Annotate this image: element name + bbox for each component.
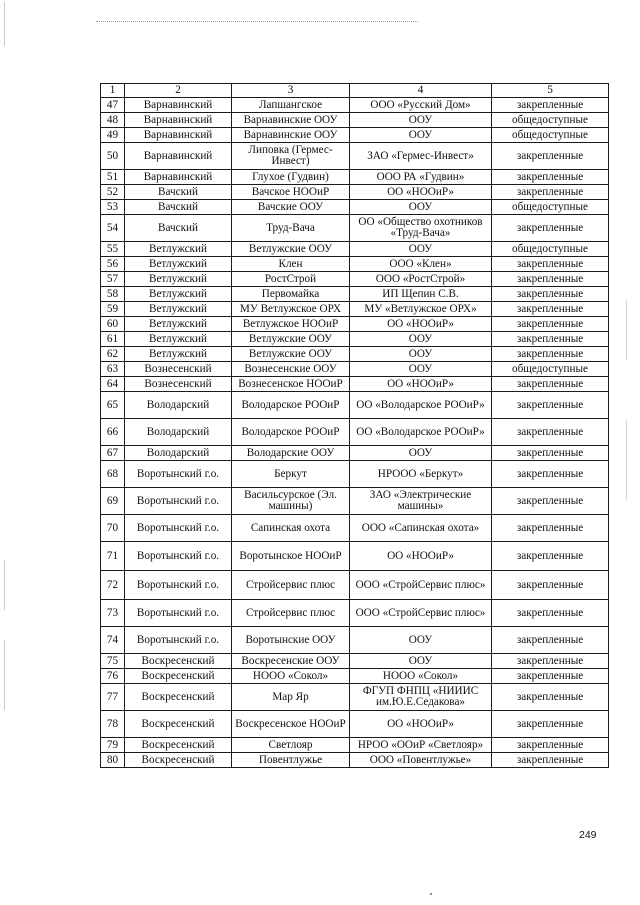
district-cell: Ветлужский xyxy=(125,257,232,272)
row-number-cell: 61 xyxy=(101,332,125,347)
row-number-cell: 73 xyxy=(101,600,125,627)
registry-table xyxy=(100,83,609,768)
hunting-ground-cell: Ветлужские ООУ xyxy=(232,347,350,362)
header-cell-4: 4 xyxy=(350,84,492,98)
district-cell: Ветлужский xyxy=(125,317,232,332)
row-number-cell: 49 xyxy=(101,128,125,143)
table-row xyxy=(101,738,609,753)
hunting-ground-cell: Труд-Вача xyxy=(232,215,350,242)
header-cell-5: 5 xyxy=(492,84,609,98)
hunting-ground-cell: Беркут xyxy=(232,461,350,488)
hunting-ground-cell: Васильсурское (Эл. машины) xyxy=(232,488,350,515)
table-row xyxy=(101,128,609,143)
category-cell: закрепленные xyxy=(492,684,609,711)
district-cell: Вачский xyxy=(125,200,232,215)
user-org-cell: НРООО «Беркут» xyxy=(350,461,492,488)
table-row xyxy=(101,242,609,257)
hunting-ground-cell: Повентлужье xyxy=(232,753,350,768)
user-org-cell: ОО «Володарское РООиР» xyxy=(350,419,492,446)
row-number-cell: 54 xyxy=(101,215,125,242)
row-number-cell: 48 xyxy=(101,113,125,128)
row-number-cell: 62 xyxy=(101,347,125,362)
district-cell: Воротынский г.о. xyxy=(125,627,232,654)
row-number-cell: 71 xyxy=(101,542,125,571)
category-cell: общедоступные xyxy=(492,113,609,128)
district-cell: Ветлужский xyxy=(125,347,232,362)
header-row xyxy=(101,84,609,98)
user-org-cell: ООУ xyxy=(350,446,492,461)
district-cell: Ветлужский xyxy=(125,272,232,287)
district-cell: Воротынский г.о. xyxy=(125,488,232,515)
district-cell: Вознесенский xyxy=(125,362,232,377)
table-row xyxy=(101,684,609,711)
user-org-cell: ОО «НООиР» xyxy=(350,711,492,738)
table-row xyxy=(101,446,609,461)
hunting-ground-cell: Воротынские ООУ xyxy=(232,627,350,654)
hunting-ground-cell: Воротынское НООиР xyxy=(232,542,350,571)
table-row xyxy=(101,362,609,377)
category-cell: общедоступные xyxy=(492,128,609,143)
hunting-ground-cell: Стройсервис плюс xyxy=(232,600,350,627)
row-number-cell: 80 xyxy=(101,753,125,768)
hunting-ground-cell: Первомайка xyxy=(232,287,350,302)
table-row xyxy=(101,317,609,332)
table-row xyxy=(101,347,609,362)
row-number-cell: 72 xyxy=(101,571,125,600)
category-cell: закрепленные xyxy=(492,571,609,600)
district-cell: Воскресенский xyxy=(125,711,232,738)
row-number-cell: 65 xyxy=(101,392,125,419)
category-cell: закрепленные xyxy=(492,347,609,362)
table-row xyxy=(101,515,609,542)
table-row xyxy=(101,257,609,272)
row-number-cell: 59 xyxy=(101,302,125,317)
category-cell: закрепленные xyxy=(492,287,609,302)
table-row xyxy=(101,571,609,600)
category-cell: закрепленные xyxy=(492,332,609,347)
row-number-cell: 60 xyxy=(101,317,125,332)
district-cell: Ветлужский xyxy=(125,242,232,257)
user-org-cell: ОО «Володарское РООиР» xyxy=(350,392,492,419)
header-cell-3: 3 xyxy=(232,84,350,98)
table-row xyxy=(101,488,609,515)
category-cell: закрепленные xyxy=(492,392,609,419)
hunting-ground-cell: Светлояр xyxy=(232,738,350,753)
row-number-cell: 50 xyxy=(101,143,125,170)
hunting-ground-cell: НООО «Сокол» xyxy=(232,669,350,684)
category-cell: закрепленные xyxy=(492,446,609,461)
category-cell: закрепленные xyxy=(492,272,609,287)
user-org-cell: ООУ xyxy=(350,200,492,215)
row-number-cell: 51 xyxy=(101,170,125,185)
hunting-ground-cell: Стройсервис плюс xyxy=(232,571,350,600)
category-cell: закрепленные xyxy=(492,302,609,317)
row-number-cell: 74 xyxy=(101,627,125,654)
page-number: 249 xyxy=(579,829,597,841)
row-number-cell: 76 xyxy=(101,669,125,684)
table-row xyxy=(101,113,609,128)
row-number-cell: 47 xyxy=(101,98,125,113)
user-org-cell: ЗАО «Гермес-Инвест» xyxy=(350,143,492,170)
district-cell: Вачский xyxy=(125,185,232,200)
row-number-cell: 78 xyxy=(101,711,125,738)
district-cell: Варнавинский xyxy=(125,170,232,185)
user-org-cell: ООУ xyxy=(350,332,492,347)
row-number-cell: 77 xyxy=(101,684,125,711)
hunting-ground-cell: Ветлужские ООУ xyxy=(232,242,350,257)
category-cell: закрепленные xyxy=(492,377,609,392)
district-cell: Ветлужский xyxy=(125,302,232,317)
hunting-ground-cell: Володарские ООУ xyxy=(232,446,350,461)
user-org-cell: ФГУП ФНПЦ «НИИИС им.Ю.Е.Седакова» xyxy=(350,684,492,711)
district-cell: Воротынский г.о. xyxy=(125,515,232,542)
user-org-cell: ООО «Русский Дом» xyxy=(350,98,492,113)
category-cell: общедоступные xyxy=(492,362,609,377)
category-cell: закрепленные xyxy=(492,170,609,185)
table-row xyxy=(101,98,609,113)
scan-margin-mark xyxy=(4,560,5,610)
table-row xyxy=(101,669,609,684)
user-org-cell: ООУ xyxy=(350,627,492,654)
user-org-cell: ООУ xyxy=(350,362,492,377)
user-org-cell: ОО «Общество охотников «Труд-Вача» xyxy=(350,215,492,242)
row-number-cell: 68 xyxy=(101,461,125,488)
table-row xyxy=(101,200,609,215)
district-cell: Володарский xyxy=(125,419,232,446)
row-number-cell: 67 xyxy=(101,446,125,461)
table-row xyxy=(101,287,609,302)
table-row xyxy=(101,711,609,738)
district-cell: Воскресенский xyxy=(125,753,232,768)
hunting-ground-cell: Клен xyxy=(232,257,350,272)
user-org-cell: МУ «Ветлужское ОРХ» xyxy=(350,302,492,317)
district-cell: Ветлужский xyxy=(125,287,232,302)
district-cell: Вачский xyxy=(125,215,232,242)
category-cell: закрепленные xyxy=(492,215,609,242)
category-cell: закрепленные xyxy=(492,738,609,753)
row-number-cell: 79 xyxy=(101,738,125,753)
table-row xyxy=(101,272,609,287)
district-cell: Воскресенский xyxy=(125,654,232,669)
table-row xyxy=(101,419,609,446)
row-number-cell: 56 xyxy=(101,257,125,272)
table-row xyxy=(101,185,609,200)
district-cell: Варнавинский xyxy=(125,98,232,113)
user-org-cell: ИП Щепин С.В. xyxy=(350,287,492,302)
district-cell: Варнавинский xyxy=(125,143,232,170)
table-row xyxy=(101,461,609,488)
hunting-ground-cell: Лапшангское xyxy=(232,98,350,113)
user-org-cell: НРОО «ООиР «Светлояр» xyxy=(350,738,492,753)
hunting-ground-cell: Воскресенские ООУ xyxy=(232,654,350,669)
category-cell: закрепленные xyxy=(492,98,609,113)
district-cell: Варнавинский xyxy=(125,128,232,143)
row-number-cell: 75 xyxy=(101,654,125,669)
hunting-ground-cell: Володарское РООиР xyxy=(232,419,350,446)
user-org-cell: ОО «НООиР» xyxy=(350,377,492,392)
category-cell: закрепленные xyxy=(492,419,609,446)
hunting-ground-cell: Вачские ООУ xyxy=(232,200,350,215)
table-row xyxy=(101,392,609,419)
user-org-cell: ООУ xyxy=(350,128,492,143)
category-cell: общедоступные xyxy=(492,242,609,257)
hunting-ground-cell: Вознесенское НООиР xyxy=(232,377,350,392)
table-row xyxy=(101,600,609,627)
row-number-cell: 63 xyxy=(101,362,125,377)
user-org-cell: ООУ xyxy=(350,654,492,669)
hunting-ground-cell: РостСтрой xyxy=(232,272,350,287)
table-row xyxy=(101,215,609,242)
scan-margin-mark xyxy=(4,640,5,710)
user-org-cell: ООО «Сапинская охота» xyxy=(350,515,492,542)
district-cell: Воскресенский xyxy=(125,684,232,711)
user-org-cell: ООО «Повентлужье» xyxy=(350,753,492,768)
category-cell: закрепленные xyxy=(492,143,609,170)
scan-margin-mark xyxy=(4,2,5,46)
row-number-cell: 57 xyxy=(101,272,125,287)
table-body xyxy=(101,98,609,768)
category-cell: общедоступные xyxy=(492,200,609,215)
table-header xyxy=(101,84,609,98)
scan-margin-mark xyxy=(626,300,627,360)
row-number-cell: 52 xyxy=(101,185,125,200)
header-cell-2: 2 xyxy=(125,84,232,98)
row-number-cell: 58 xyxy=(101,287,125,302)
district-cell: Воскресенский xyxy=(125,669,232,684)
table-row xyxy=(101,143,609,170)
hunting-ground-cell: Сапинская охота xyxy=(232,515,350,542)
user-org-cell: ООО РА «Гудвин» xyxy=(350,170,492,185)
row-number-cell: 53 xyxy=(101,200,125,215)
row-number-cell: 66 xyxy=(101,419,125,446)
user-org-cell: НООО «Сокол» xyxy=(350,669,492,684)
hunting-ground-cell: Липовка (Гермес-Инвест) xyxy=(232,143,350,170)
table-row xyxy=(101,627,609,654)
category-cell: закрепленные xyxy=(492,627,609,654)
row-number-cell: 64 xyxy=(101,377,125,392)
category-cell: закрепленные xyxy=(492,185,609,200)
district-cell: Воротынский г.о. xyxy=(125,461,232,488)
table-row xyxy=(101,377,609,392)
user-org-cell: ООО «СтройСервис плюс» xyxy=(350,571,492,600)
user-org-cell: ЗАО «Электрические машины» xyxy=(350,488,492,515)
user-org-cell: ООУ xyxy=(350,113,492,128)
category-cell: закрепленные xyxy=(492,515,609,542)
category-cell: закрепленные xyxy=(492,654,609,669)
hunting-ground-cell: Ветлужское НООиР xyxy=(232,317,350,332)
table-row xyxy=(101,170,609,185)
hunting-ground-cell: Вознесенские ООУ xyxy=(232,362,350,377)
user-org-cell: ООО «РостСтрой» xyxy=(350,272,492,287)
category-cell: закрепленные xyxy=(492,542,609,571)
hunting-ground-cell: Вачское НООиР xyxy=(232,185,350,200)
district-cell: Воскресенский xyxy=(125,738,232,753)
hunting-ground-cell: Ветлужские ООУ xyxy=(232,332,350,347)
category-cell: закрепленные xyxy=(492,711,609,738)
table-row xyxy=(101,542,609,571)
user-org-cell: ОО «НООиР» xyxy=(350,317,492,332)
scan-speck xyxy=(430,893,432,895)
hunting-ground-cell: МУ Ветлужское ОРХ xyxy=(232,302,350,317)
hunting-ground-cell: Воскресенское НООиР xyxy=(232,711,350,738)
table-row xyxy=(101,654,609,669)
row-number-cell: 55 xyxy=(101,242,125,257)
user-org-cell: ООО «Клен» xyxy=(350,257,492,272)
header-cell-1: 1 xyxy=(101,84,125,98)
user-org-cell: ООО «СтройСервис плюс» xyxy=(350,600,492,627)
hunting-ground-cell: Мар Яр xyxy=(232,684,350,711)
category-cell: закрепленные xyxy=(492,753,609,768)
table-row xyxy=(101,753,609,768)
district-cell: Воротынский г.о. xyxy=(125,542,232,571)
user-org-cell: ОО «НООиР» xyxy=(350,542,492,571)
district-cell: Володарский xyxy=(125,446,232,461)
category-cell: закрепленные xyxy=(492,461,609,488)
category-cell: закрепленные xyxy=(492,669,609,684)
hunting-ground-cell: Варнавинские ООУ xyxy=(232,128,350,143)
district-cell: Воротынский г.о. xyxy=(125,600,232,627)
user-org-cell: ООУ xyxy=(350,347,492,362)
district-cell: Вознесенский xyxy=(125,377,232,392)
category-cell: закрепленные xyxy=(492,488,609,515)
user-org-cell: ОО «НООиР» xyxy=(350,185,492,200)
row-number-cell: 69 xyxy=(101,488,125,515)
district-cell: Воротынский г.о. xyxy=(125,571,232,600)
user-org-cell: ООУ xyxy=(350,242,492,257)
hunting-ground-cell: Володарское РООиР xyxy=(232,392,350,419)
scan-margin-mark xyxy=(626,420,627,500)
hunting-ground-cell: Варнавинские ООУ xyxy=(232,113,350,128)
district-cell: Ветлужский xyxy=(125,332,232,347)
hunting-ground-cell: Глухое (Гудвин) xyxy=(232,170,350,185)
district-cell: Варнавинский xyxy=(125,113,232,128)
category-cell: закрепленные xyxy=(492,317,609,332)
district-cell: Володарский xyxy=(125,392,232,419)
scan-top-rule xyxy=(96,21,418,22)
table-row xyxy=(101,332,609,347)
row-number-cell: 70 xyxy=(101,515,125,542)
category-cell: закрепленные xyxy=(492,600,609,627)
category-cell: закрепленные xyxy=(492,257,609,272)
table-row xyxy=(101,302,609,317)
